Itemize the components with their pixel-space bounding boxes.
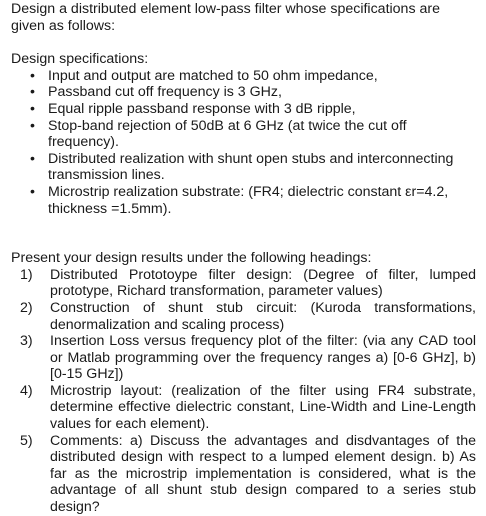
bullet-icon: •	[30, 183, 35, 200]
design-specs-list	[11, 68, 476, 217]
spec-text: Distributed realization with shunt open stubs and interconnecting transmission lines.	[48, 150, 454, 184]
item-number: 4)	[20, 382, 33, 399]
spec-text: Stop-band rejection of 50dB at 6 GHz (at twice the cut off frequency).	[48, 117, 407, 151]
spec-text: Microstrip realization substrate: (FR4; dielectric constant εr=4.2, thickness =1.5mm).	[48, 183, 449, 217]
result-text: Comments: a) Discuss the advantages and disdvantages of the distributed design with respect to a lumped element design. b) As far as the microstrip implementation is considered, what is the advantage of all shunt stub design compared to a series stub design?	[50, 432, 476, 516]
spec-text: Equal ripple passband response with 3 dB ripple,	[48, 100, 356, 117]
result-item	[20, 433, 476, 516]
spec-text: Input and output are matched to 50 ohm impedance,	[48, 67, 378, 84]
result-item	[20, 300, 476, 333]
spec-item	[28, 84, 476, 101]
spec-item	[28, 118, 476, 151]
bullet-icon: •	[30, 100, 35, 117]
result-text: Microstrip layout: (realization of the filter using FR4 substrate, determine effective dielectric constant, Line-Width and Line-Length values for each element).	[50, 382, 476, 433]
spec-text: Passband cut off frequency is 3 GHz,	[48, 84, 282, 101]
spec-item	[28, 184, 476, 217]
item-number: 3)	[20, 333, 33, 350]
result-item	[20, 267, 476, 300]
item-number: 5)	[20, 432, 33, 449]
result-item	[20, 333, 476, 383]
bullet-icon: •	[30, 150, 35, 167]
result-text: Insertion Loss versus frequency plot of the filter: (via any CAD tool or Matlab programming over the frequency ranges a) [0-6 GHz], b) [0-15 GHz])	[50, 333, 476, 383]
design-specs-heading: Design specifications:	[11, 51, 149, 68]
item-number: 1)	[20, 266, 33, 283]
result-text: Construction of shunt stub circuit: (Kuroda transformations, denormalization and scaling process)	[50, 299, 476, 333]
bullet-icon: •	[30, 84, 35, 101]
bullet-icon: •	[30, 67, 35, 84]
result-item	[20, 383, 476, 433]
spec-item	[28, 68, 476, 85]
spec-item	[28, 151, 476, 184]
results-list	[11, 267, 476, 516]
bullet-icon: •	[30, 117, 35, 134]
spec-item	[28, 101, 476, 118]
results-heading: Present your design results under the following headings:	[11, 250, 372, 267]
intro-paragraph: Design a distributed element low-pass filter whose specifications are given as follows:	[11, 1, 440, 34]
result-text: Distributed Prototoype filter design: (Degree of filter, lumped prototype, Richard transformation, parameter values)	[50, 266, 476, 300]
item-number: 2)	[20, 299, 33, 316]
